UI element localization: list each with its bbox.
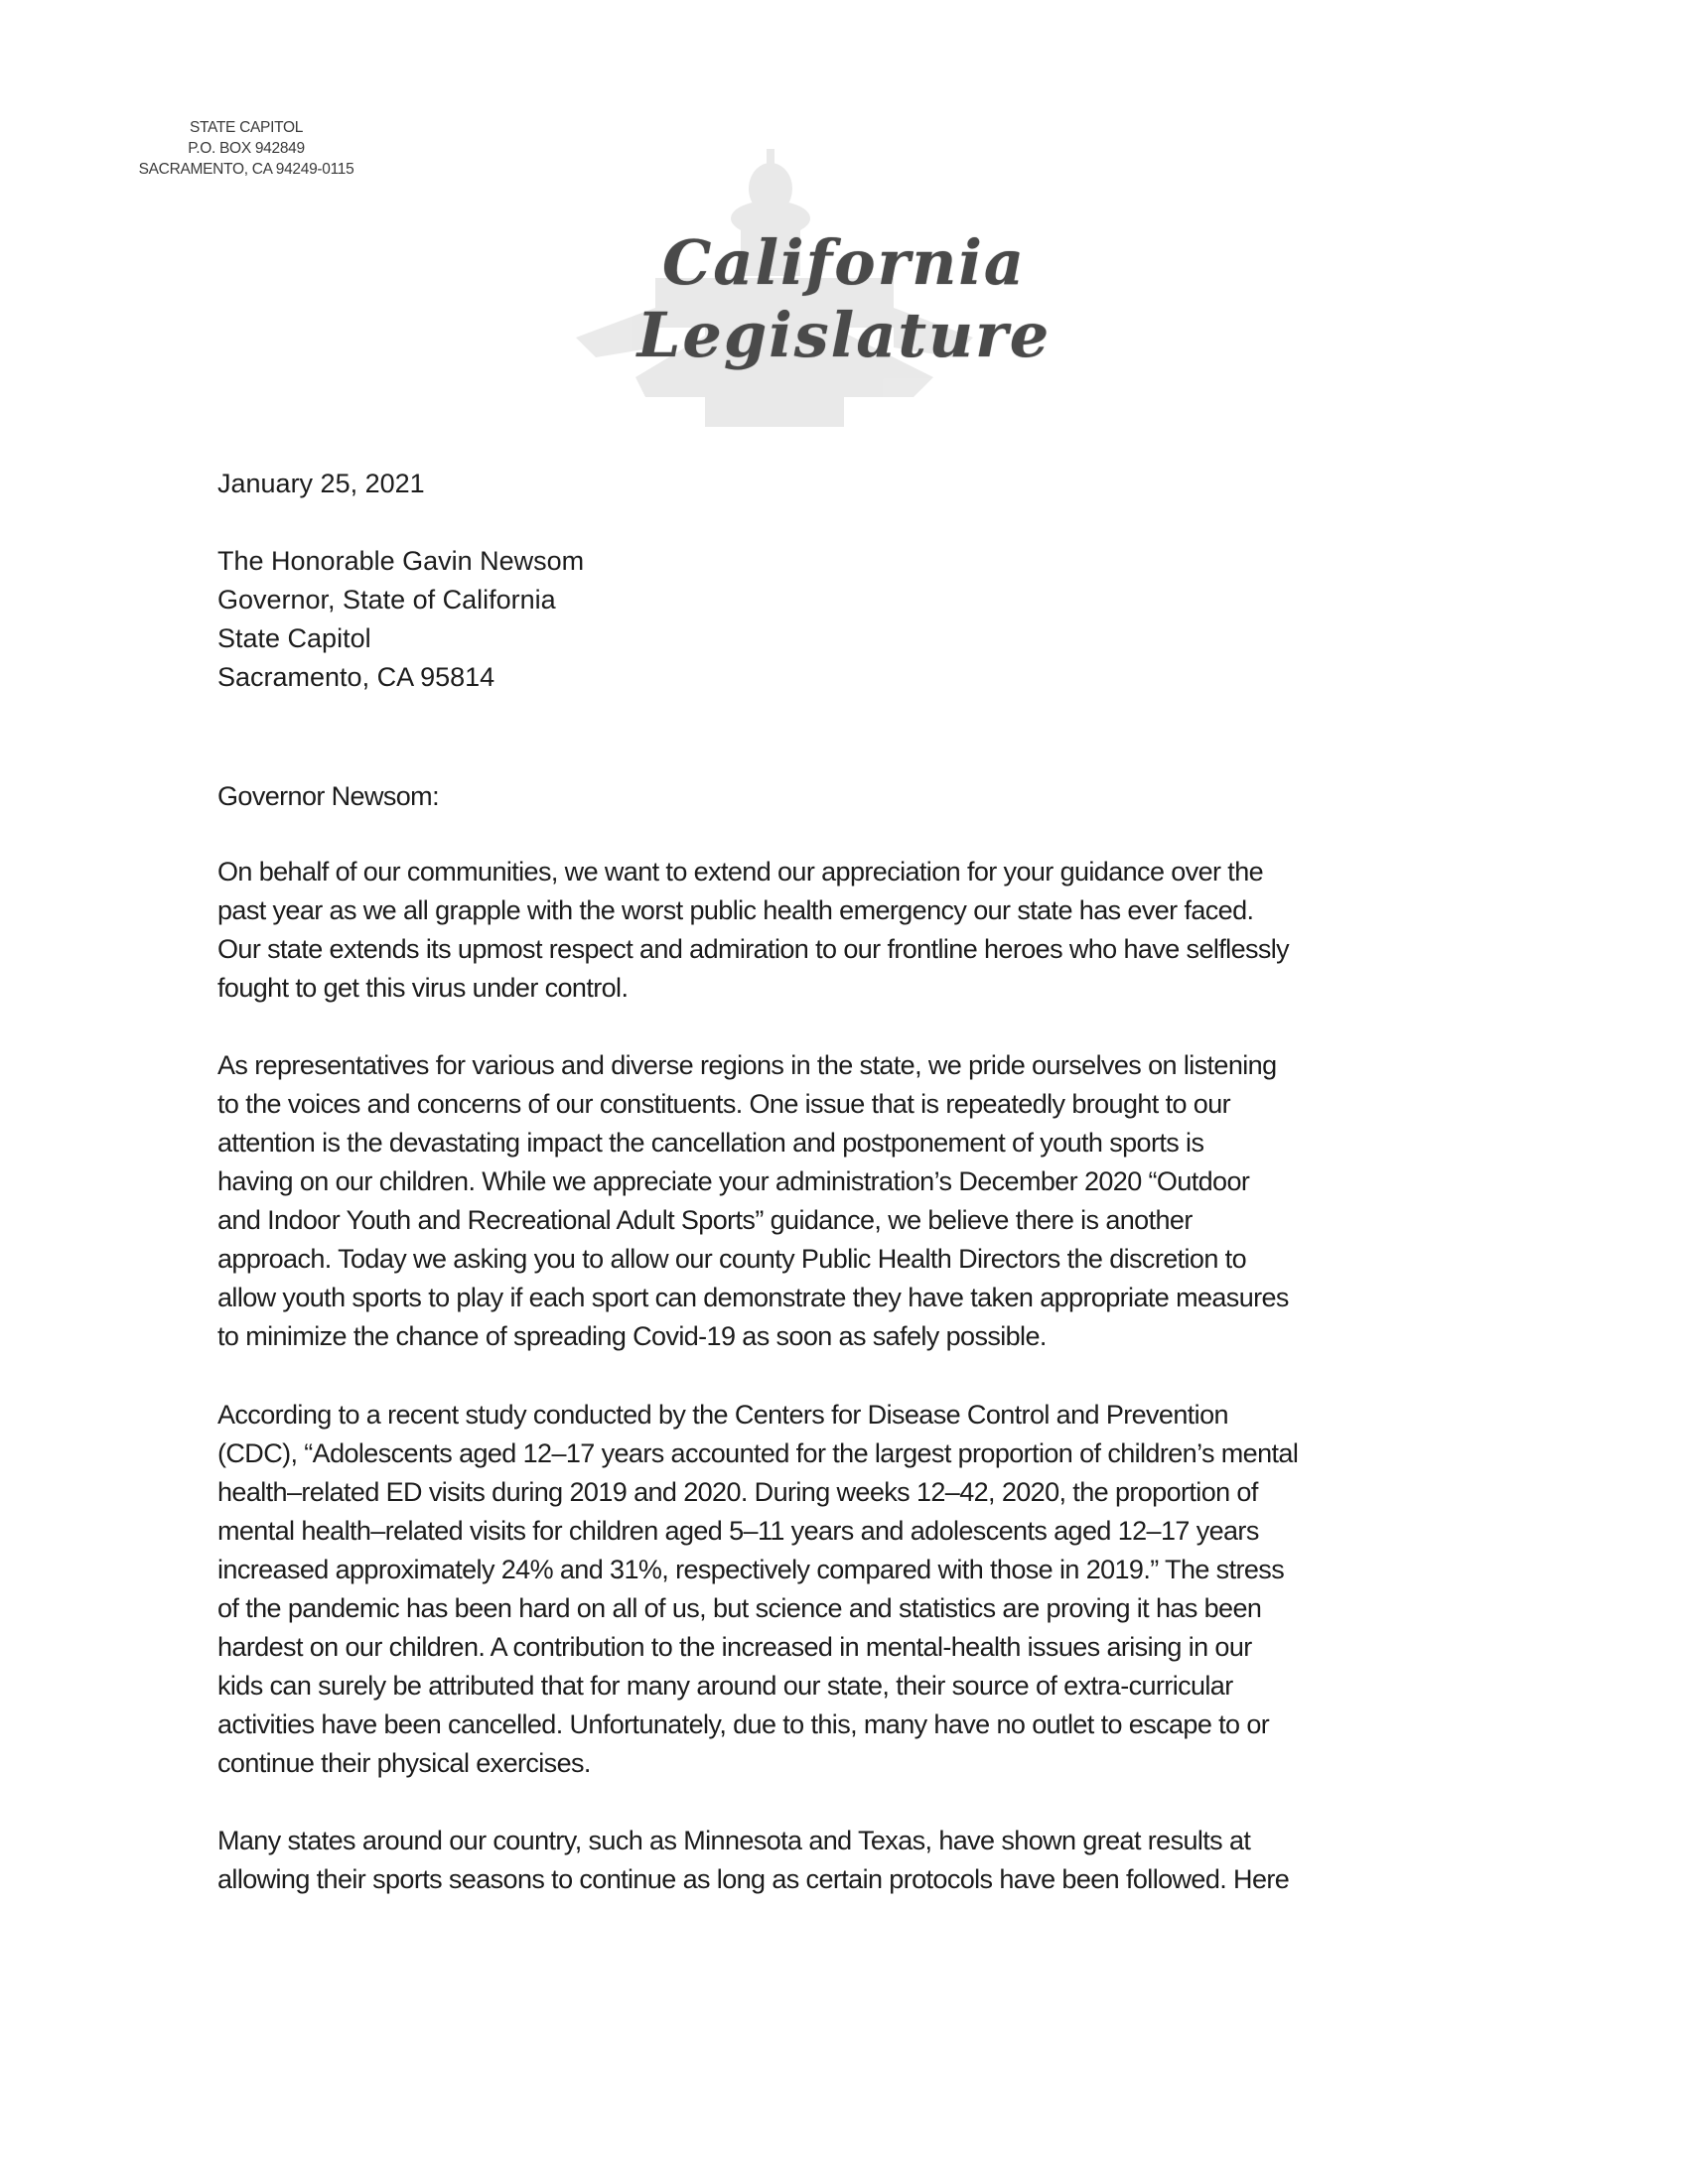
- address-line: STATE CAPITOL: [189, 119, 304, 136]
- recipient-line: The Honorable Gavin Newsom: [217, 546, 585, 576]
- recipient-line: Sacramento, CA 95814: [217, 662, 495, 692]
- paragraph-line: attention is the devastating impact the cancellation and postponement of youth sports is: [217, 1128, 1204, 1158]
- paragraph-line: According to a recent study conducted by the Centers for Disease Control and Prevention: [217, 1400, 1228, 1430]
- paragraph-line: past year as we all grapple with the worst public health emergency our state has ever faced.: [217, 895, 1254, 925]
- paragraph-line: Our state extends its upmost respect and admiration to our frontline heroes who have selflessly: [217, 934, 1290, 964]
- paragraph-line: (CDC), “Adolescents aged 12–17 years accounted for the largest proportion of children’s mental: [217, 1438, 1299, 1468]
- letterhead-address: [107, 117, 385, 180]
- paragraph-line: As representatives for various and diverse regions in the state, we pride ourselves on listening: [217, 1050, 1277, 1080]
- paragraph-line: hardest on our children. A contribution to the increased in mental-health issues arising in our: [217, 1632, 1252, 1662]
- paragraph-line: allow youth sports to play if each sport can demonstrate they have taken appropriate measures: [217, 1283, 1289, 1312]
- paragraph-line: health–related ED visits during 2019 and 2020. During weeks 12–42, 2020, the proportion of: [217, 1477, 1258, 1507]
- paragraph-line: kids can surely be attributed that for many around our state, their source of extra-curricular: [217, 1671, 1233, 1701]
- masthead-title: California Legislature: [636, 226, 1052, 371]
- address-line: P.O. BOX 942849: [188, 140, 305, 157]
- paragraph-line: Many states around our country, such as Minnesota and Texas, have shown great results at: [217, 1826, 1251, 1855]
- paragraph-line: continue their physical exercises.: [217, 1748, 591, 1778]
- paragraph-line: allowing their sports seasons to continue as long as certain protocols have been followed. Here: [217, 1864, 1290, 1894]
- paragraph-line: to the voices and concerns of our constituents. One issue that is repeatedly brought to our: [217, 1089, 1231, 1119]
- recipient-line: State Capitol: [217, 623, 371, 653]
- paragraph-line: of the pandemic has been hard on all of us, but science and statistics are proving it has been: [217, 1593, 1262, 1623]
- paragraph-line: activities have been cancelled. Unfortunately, due to this, many have no outlet to escape to or: [217, 1709, 1270, 1739]
- paragraph-line: having on our children. While we appreciate your administration’s December 2020 “Outdoor: [217, 1166, 1250, 1196]
- paragraph-line: to minimize the chance of spreading Covid-19 as soon as safely possible.: [217, 1321, 1047, 1351]
- paragraph-line: fought to get this virus under control.: [217, 973, 629, 1003]
- paragraph-line: On behalf of our communities, we want to extend our appreciation for your guidance over the: [217, 857, 1264, 887]
- paragraph-line: mental health–related visits for children aged 5–11 years and adolescents aged 12–17 years: [217, 1516, 1259, 1546]
- address-line: SACRAMENTO, CA 94249-0115: [138, 161, 354, 178]
- recipient-line: Governor, State of California: [217, 585, 556, 614]
- salutation: Governor Newsom:: [217, 781, 439, 811]
- paragraph-line: and Indoor Youth and Recreational Adult Sports” guidance, we believe there is another: [217, 1205, 1193, 1235]
- paragraph-line: approach. Today we asking you to allow our county Public Health Directors the discretion to: [217, 1244, 1246, 1274]
- paragraph-line: increased approximately 24% and 31%, respectively compared with those in 2019.” The stress: [217, 1555, 1285, 1584]
- letter-date: January 25, 2021: [217, 469, 425, 498]
